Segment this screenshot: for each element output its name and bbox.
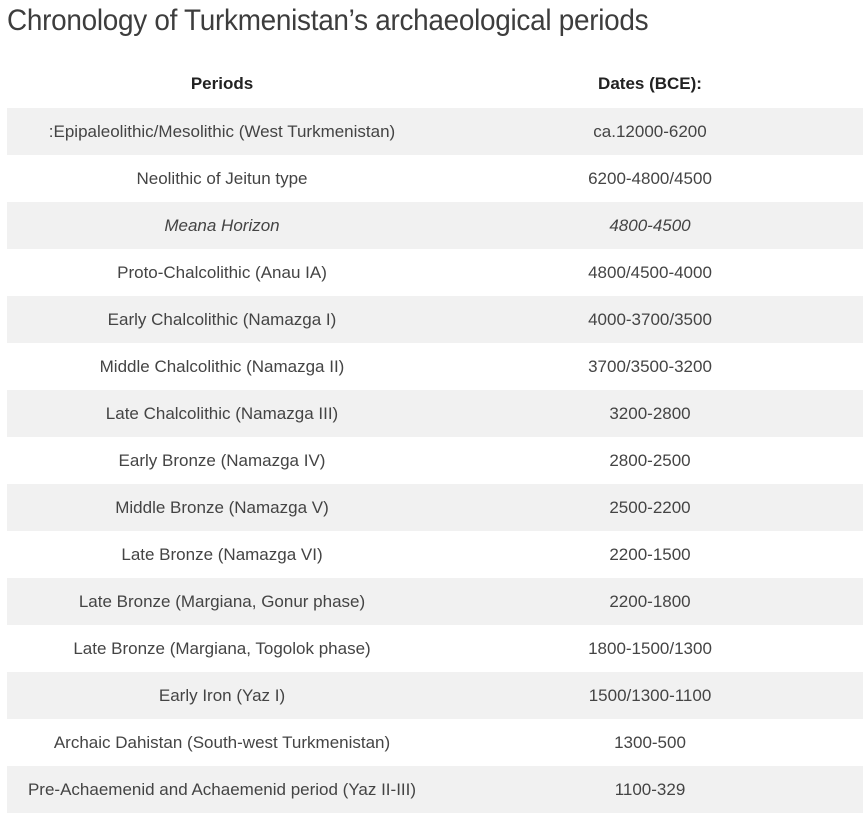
period-cell: Neolithic of Jeitun type: [7, 155, 437, 202]
period-cell: Late Bronze (Margiana, Gonur phase): [7, 578, 437, 625]
dates-cell: 4800/4500-4000: [437, 249, 863, 296]
period-cell: Late Bronze (Namazga VI): [7, 531, 437, 578]
dates-cell: 6200-4800/4500: [437, 155, 863, 202]
period-cell: Late Chalcolithic (Namazga III): [7, 390, 437, 437]
table-row: [7, 249, 863, 296]
table-row: [7, 343, 863, 390]
period-cell: :Epipaleolithic/Mesolithic (West Turkmenistan): [7, 108, 437, 155]
table-row: [7, 766, 863, 813]
table-row: [7, 390, 863, 437]
table-row: [7, 108, 863, 155]
column-header-periods: Periods: [190, 74, 254, 93]
dates-cell: 3200-2800: [437, 390, 863, 437]
table-row: [7, 625, 863, 672]
dates-cell: 2800-2500: [437, 437, 863, 484]
dates-cell: ca.12000-6200: [437, 108, 863, 155]
dates-cell: 2500-2200: [437, 484, 863, 531]
dates-cell: 1100-329: [437, 766, 863, 813]
table-row: [7, 296, 863, 343]
period-cell: Late Bronze (Margiana, Togolok phase): [7, 625, 437, 672]
column-header-dates: Dates (BCE):: [598, 74, 702, 93]
dates-cell: 4000-3700/3500: [437, 296, 863, 343]
table-header-row: [7, 60, 863, 108]
period-cell: Middle Chalcolithic (Namazga II): [7, 343, 437, 390]
dates-cell: 1300-500: [437, 719, 863, 766]
period-cell: Pre-Achaemenid and Achaemenid period (Yaz II-III): [7, 766, 437, 813]
period-cell: Early Bronze (Namazga IV): [7, 437, 437, 484]
table-row: [7, 155, 863, 202]
page-title: Chronology of Turkmenistan’s archaeological periods: [7, 4, 649, 37]
dates-cell: 2200-1500: [437, 531, 863, 578]
period-cell: Middle Bronze (Namazga V): [7, 484, 437, 531]
dates-cell: 1800-1500/1300: [437, 625, 863, 672]
period-cell: Archaic Dahistan (South-west Turkmenistan): [7, 719, 437, 766]
table-row: [7, 578, 863, 625]
table-row: [7, 672, 863, 719]
dates-cell: 4800-4500: [437, 202, 863, 249]
period-cell: Meana Horizon: [7, 202, 437, 249]
table-row: [7, 437, 863, 484]
table-row: [7, 531, 863, 578]
table-body: [7, 108, 863, 813]
table-row: [7, 719, 863, 766]
dates-cell: 1500/1300-1100: [437, 672, 863, 719]
period-cell: Proto-Chalcolithic (Anau IA): [7, 249, 437, 296]
table-row: [7, 202, 863, 249]
dates-cell: 3700/3500-3200: [437, 343, 863, 390]
table-row: [7, 484, 863, 531]
period-cell: Early Chalcolithic (Namazga I): [7, 296, 437, 343]
chronology-table: [7, 60, 863, 813]
dates-cell: 2200-1800: [437, 578, 863, 625]
period-cell: Early Iron (Yaz I): [7, 672, 437, 719]
